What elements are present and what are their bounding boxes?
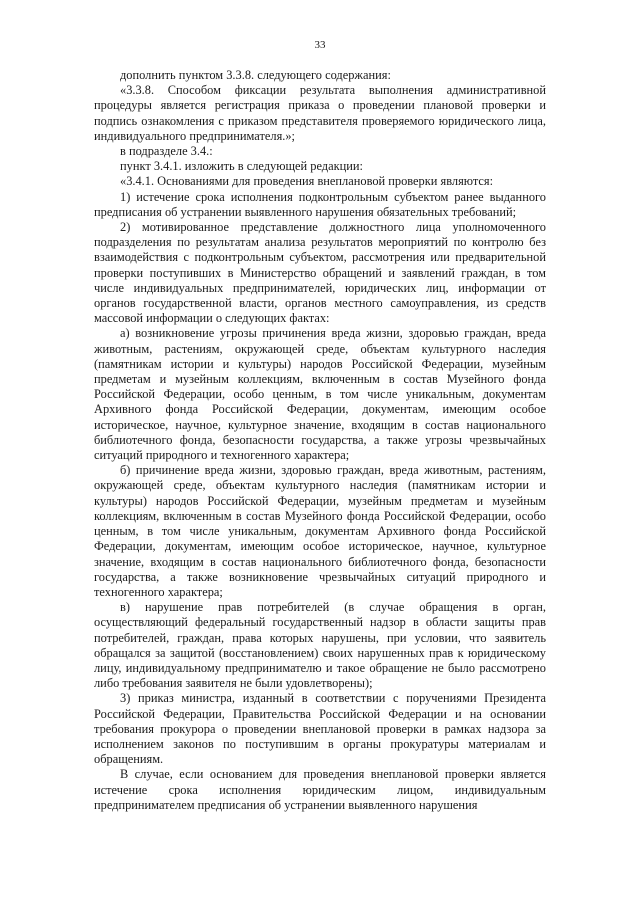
paragraph-item-2: 2) мотивированное представление должностного лица уполномоченного подразделения по результатам анализа результатов мероприятий по контролю без взаимодействия с подконтрольным субъектом, рассмотрения или предварительной проверки поступивших в Министерство обращений и заявлений граждан, в том числе индивидуальных предпринимателей, юридических лиц, информации от органов государственной власти, органов местного самоуправления, из средств массовой информации о следующих фактах: xyxy=(94,220,546,326)
paragraph-intro: дополнить пунктом 3.3.8. следующего содержания: xyxy=(120,68,391,82)
paragraph-3-3-8: «3.3.8. Способом фиксации результата выполнения административной процедуры является регистрация приказа о проведении плановой проверки и подпись ознакомления с приказом представителя проверяемого юридического лица, индивидуального предпринимателя.»; xyxy=(94,83,546,143)
document-body xyxy=(94,68,546,813)
paragraph-item-3: 3) приказ министра, изданный в соответствии с поручениями Президента Российской Федерации, Правительства Российской Федерации и на основании требования прокурора о проведении внеплановой проверки в рамках надзора за исполнением законов по поступившим в органы прокуратуры материалам и обращениям. xyxy=(94,691,546,767)
paragraph-item-b: б) причинение вреда жизни, здоровью граждан, вреда животным, растениям, окружающей среде, объектам культурного наследия (памятникам истории и культуры) народов Российской Федерации, музейным предметам и музейным коллекциям, включенным в состав Музейного фонда Российской Федерации, особо ценным, в том числе уникальным, документам Архивного фонда Российской Федерации, документам, имеющим особое историческое, научное, культурное значение, входящим в состав национального библиотечного фонда, безопасности государства, а также возникновение чрезвычайных ситуаций природного и техногенного характера; xyxy=(94,463,546,599)
paragraph-case: В случае, если основанием для проведения внеплановой проверки является истечение срока исполнения юридическим лицом, индивидуальным предпринимателем предписания об устранении выявленного нарушения xyxy=(94,767,546,812)
paragraph-point-3-4-1: пункт 3.4.1. изложить в следующей редакции: xyxy=(120,159,363,174)
paragraph-item-v: в) нарушение прав потребителей (в случае обращения в орган, осуществляющий федеральный государственный надзор в области защиты прав потребителей, граждан, права которых нарушены, при условии, что заявитель обращался за защитой (восстановлением) своих нарушенных прав к юридическому лицу, индивидуальному предпринимателю и такое обращение не было рассмотрено либо требования заявителя не были удовлетворены); xyxy=(94,600,546,691)
page-number: 33 xyxy=(314,39,326,51)
paragraph-item-a: а) возникновение угрозы причинения вреда жизни, здоровью граждан, вреда животным, растениям, окружающей среде, объектам культурного наследия (памятникам истории и культуры) народов Российской Федерации, музейным предметам и музейным коллекциям, включенным в состав Музейного фонда Российской Федерации, особо ценным, в том числе уникальным, документам Архивного фонда Российской Федерации, документам, имеющим особое историческое, научное, культурное значение, входящим в состав национального библиотечного фонда, безопасности государства, а также угрозы чрезвычайных ситуаций природного и техногенного характера; xyxy=(94,326,546,463)
paragraph-subsection-3-4: в подразделе 3.4.: xyxy=(120,144,213,159)
paragraph-item-1: 1) истечение срока исполнения подконтрольным субъектом ранее выданного предписания об устранении выявленного нарушения обязательных требований; xyxy=(94,189,546,219)
paragraph-3-4-1-grounds: «3.4.1. Основаниями для проведения внеплановой проверки являются: xyxy=(120,174,494,189)
